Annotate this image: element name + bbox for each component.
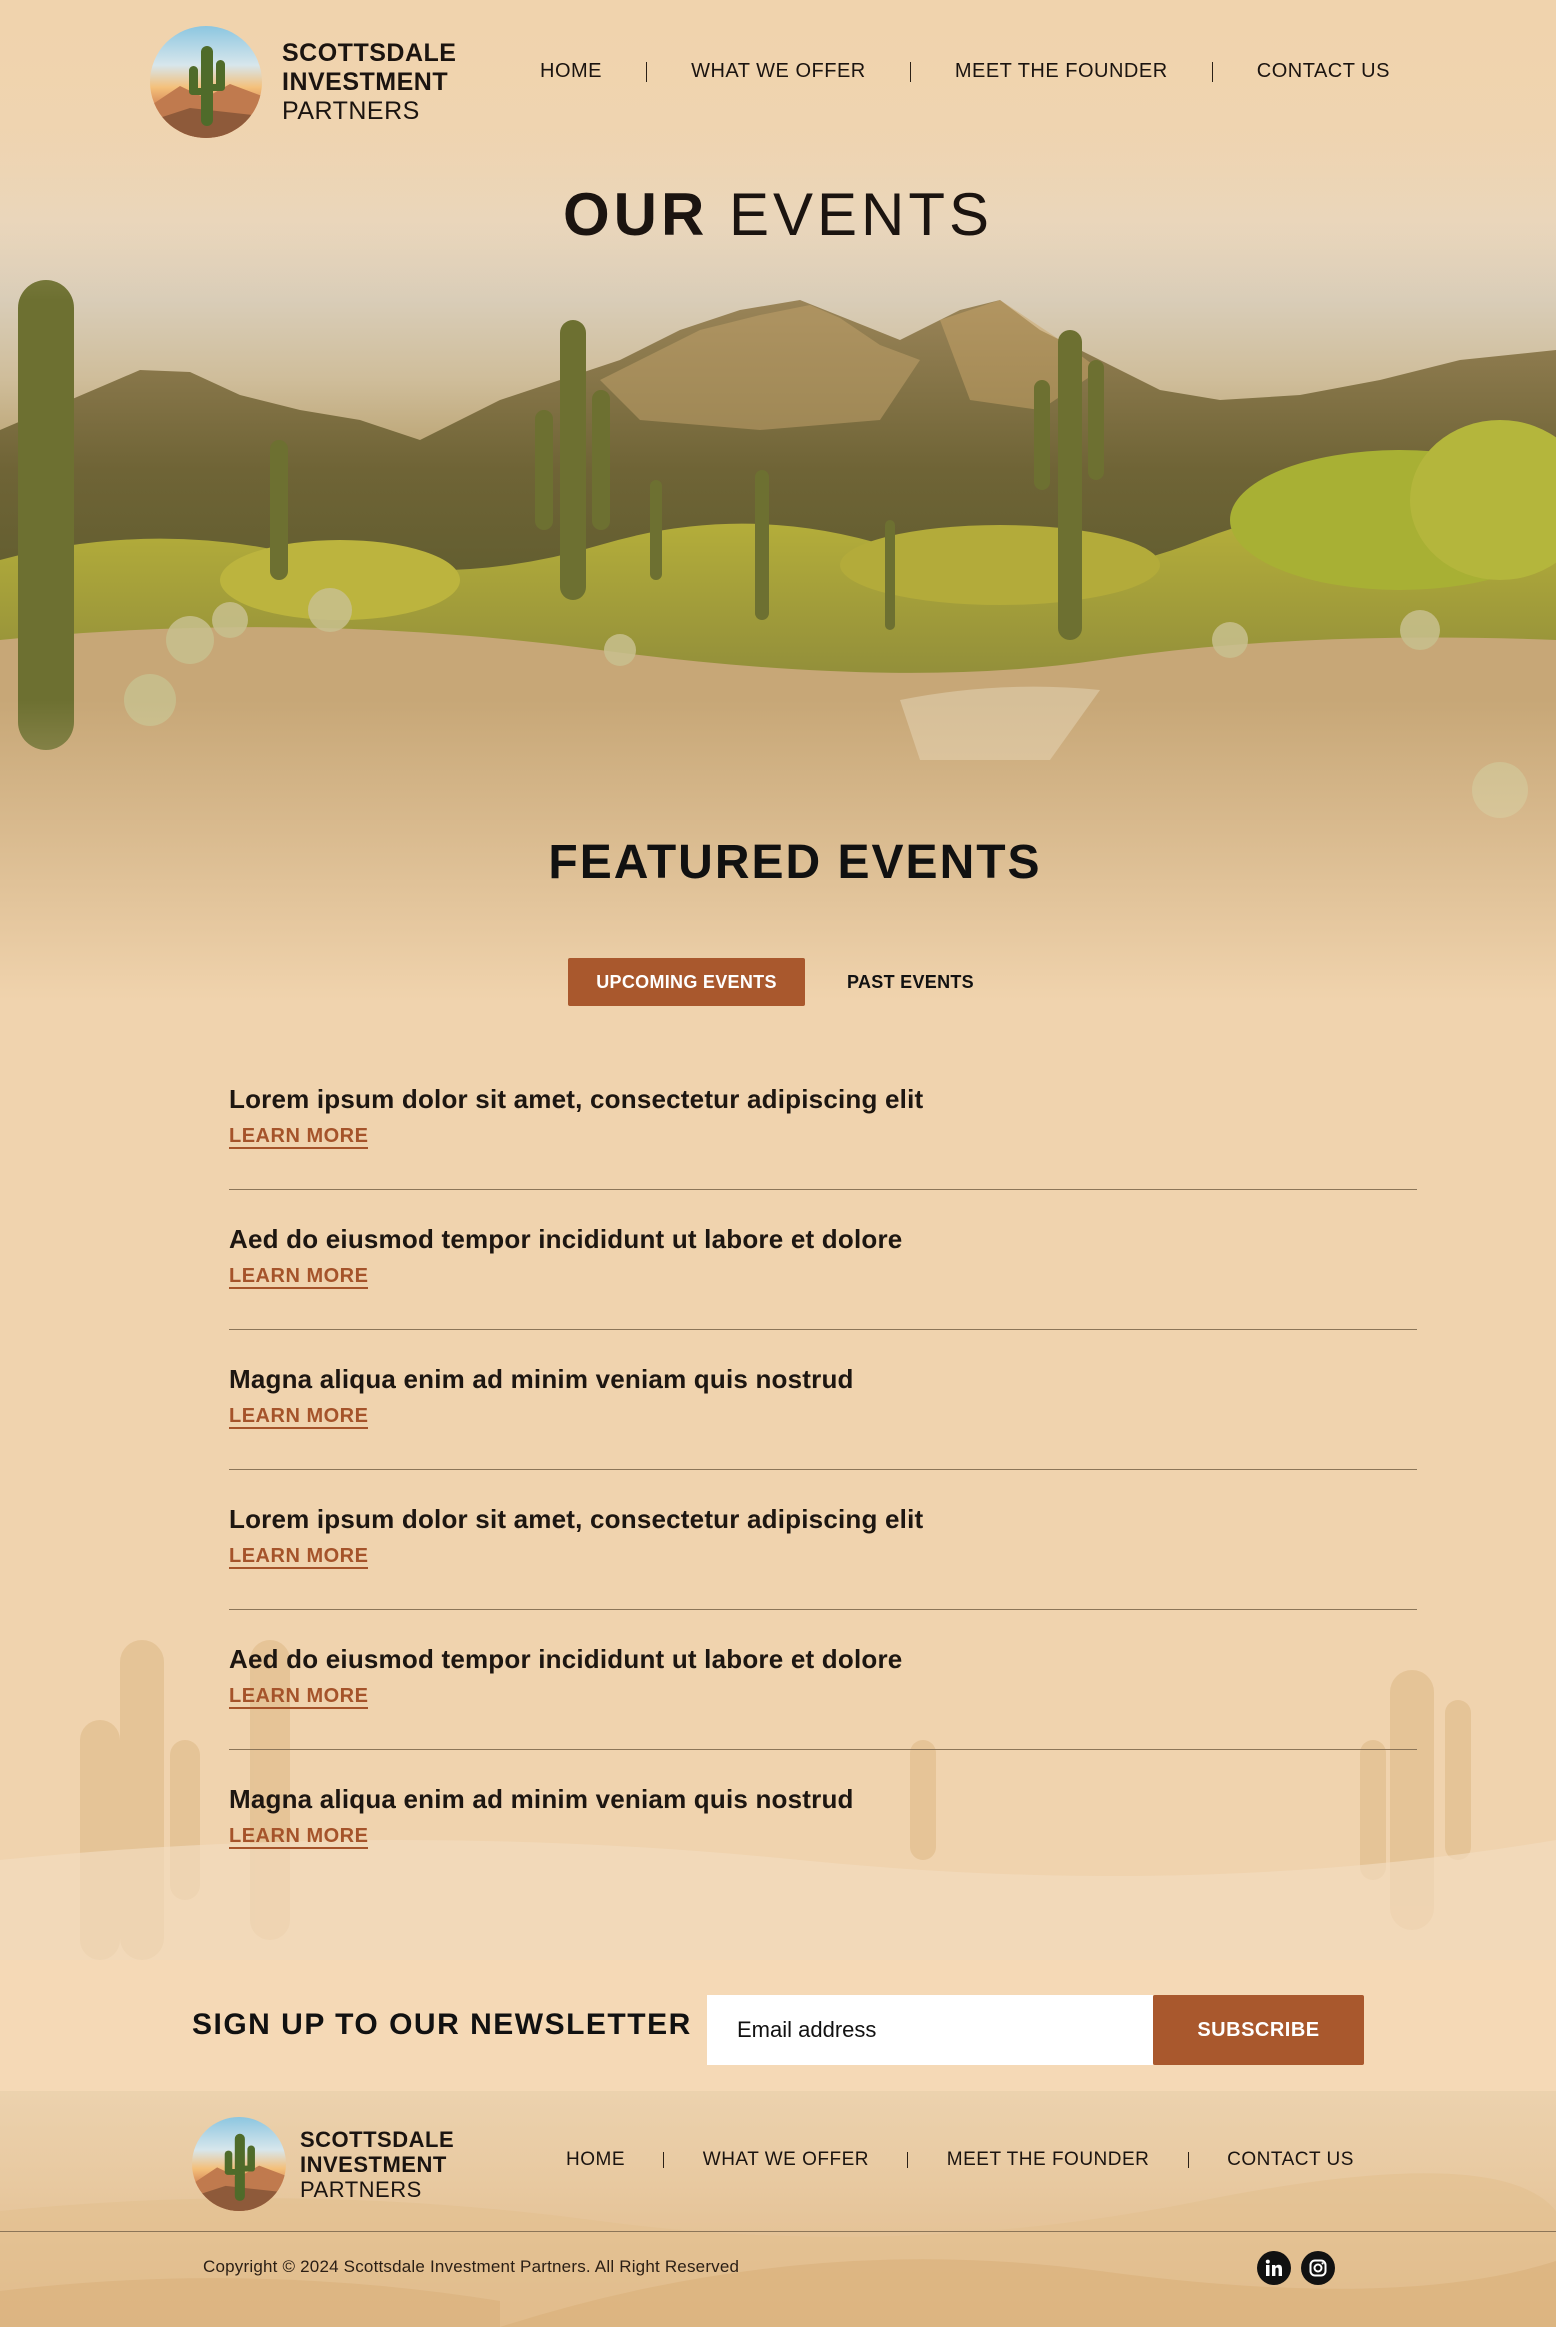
brand-line-1: SCOTTSDALE	[300, 2126, 455, 2152]
tab-past-events[interactable]: PAST EVENTS	[847, 971, 974, 992]
nav-separator	[663, 2152, 664, 2168]
learn-more-link[interactable]: LEARN MORE	[229, 1265, 369, 1287]
cactus-logo-icon	[150, 26, 262, 138]
events-tabs	[568, 958, 1000, 1006]
site-footer	[0, 2091, 1556, 2327]
list-item	[229, 1610, 1419, 1750]
learn-more-link[interactable]: LEARN MORE	[229, 1405, 369, 1427]
list-item	[229, 1330, 1419, 1470]
nav-what-we-offer[interactable]: WHAT WE OFFER	[691, 60, 866, 82]
brand-line-3: PARTNERS	[300, 2176, 422, 2202]
footer-brand-logo[interactable]	[192, 2117, 454, 2211]
brand-name	[282, 39, 456, 126]
event-title: Lorem ipsum dolor sit amet, consectetur adipiscing elit	[229, 1504, 924, 1534]
event-title: Lorem ipsum dolor sit amet, consectetur adipiscing elit	[229, 1084, 924, 1114]
brand-line-2: INVESTMENT	[300, 2151, 447, 2177]
list-item	[229, 1470, 1419, 1610]
newsletter-label: SIGN UP TO OUR NEWSLETTER	[192, 2008, 692, 2041]
brand-line-1: SCOTTSDALE	[282, 38, 457, 67]
footer-nav	[566, 2149, 1354, 2171]
subscribe-button[interactable]: SUBSCRIBE	[1153, 1995, 1364, 2065]
footer-nav-what-we-offer[interactable]: WHAT WE OFFER	[702, 2149, 870, 2170]
email-field[interactable]	[707, 1995, 1153, 2065]
site-header	[0, 0, 1556, 150]
footer-nav-contact-us[interactable]: CONTACT US	[1227, 2149, 1354, 2170]
main-nav	[540, 60, 1390, 83]
nav-meet-the-founder[interactable]: MEET THE FOUNDER	[954, 60, 1168, 82]
instagram-icon[interactable]	[1301, 2251, 1335, 2285]
nav-home[interactable]: HOME	[540, 60, 602, 82]
footer-nav-meet-the-founder[interactable]: MEET THE FOUNDER	[946, 2149, 1150, 2170]
event-title: Aed do eiusmod tempor incididunt ut labore et dolore	[229, 1224, 903, 1254]
footer-divider	[0, 2231, 1556, 2232]
cactus-logo-icon	[192, 2117, 286, 2211]
learn-more-link[interactable]: LEARN MORE	[229, 1125, 369, 1147]
tab-upcoming-events[interactable]: UPCOMING EVENTS	[568, 958, 805, 1006]
social-links	[1257, 2251, 1335, 2285]
linkedin-icon[interactable]	[1257, 2251, 1291, 2285]
nav-contact-us[interactable]: CONTACT US	[1256, 60, 1390, 82]
featured-events-title: FEATURED EVENTS	[548, 836, 1042, 889]
event-title: Aed do eiusmod tempor incididunt ut labore et dolore	[229, 1644, 903, 1674]
learn-more-link[interactable]: LEARN MORE	[229, 1685, 369, 1707]
list-item	[229, 1190, 1419, 1330]
page-title-light: EVENTS	[728, 181, 994, 248]
footer-brand-name	[300, 2127, 454, 2202]
brand-line-2: INVESTMENT	[282, 67, 449, 96]
brand-line-3: PARTNERS	[282, 96, 420, 125]
nav-separator	[646, 62, 647, 82]
footer-nav-home[interactable]: HOME	[566, 2149, 625, 2170]
learn-more-link[interactable]: LEARN MORE	[229, 1545, 369, 1567]
list-item	[229, 1750, 1419, 1890]
copyright-text: Copyright © 2024 Scottsdale Investment Partners. All Right Reserved	[203, 2257, 740, 2276]
nav-separator	[907, 2152, 908, 2168]
page-title-bold: OUR	[562, 181, 709, 248]
list-item	[229, 1050, 1419, 1190]
nav-separator	[1188, 2152, 1189, 2168]
newsletter-section	[0, 1960, 1556, 2091]
nav-separator	[910, 62, 911, 82]
brand-logo[interactable]	[150, 26, 456, 138]
nav-separator	[1212, 62, 1213, 82]
page-title	[0, 180, 1556, 249]
event-title: Magna aliqua enim ad minim veniam quis nostrud	[229, 1364, 854, 1394]
events-list	[229, 1050, 1419, 1890]
event-title: Magna aliqua enim ad minim veniam quis nostrud	[229, 1784, 854, 1814]
learn-more-link[interactable]: LEARN MORE	[229, 1825, 369, 1847]
